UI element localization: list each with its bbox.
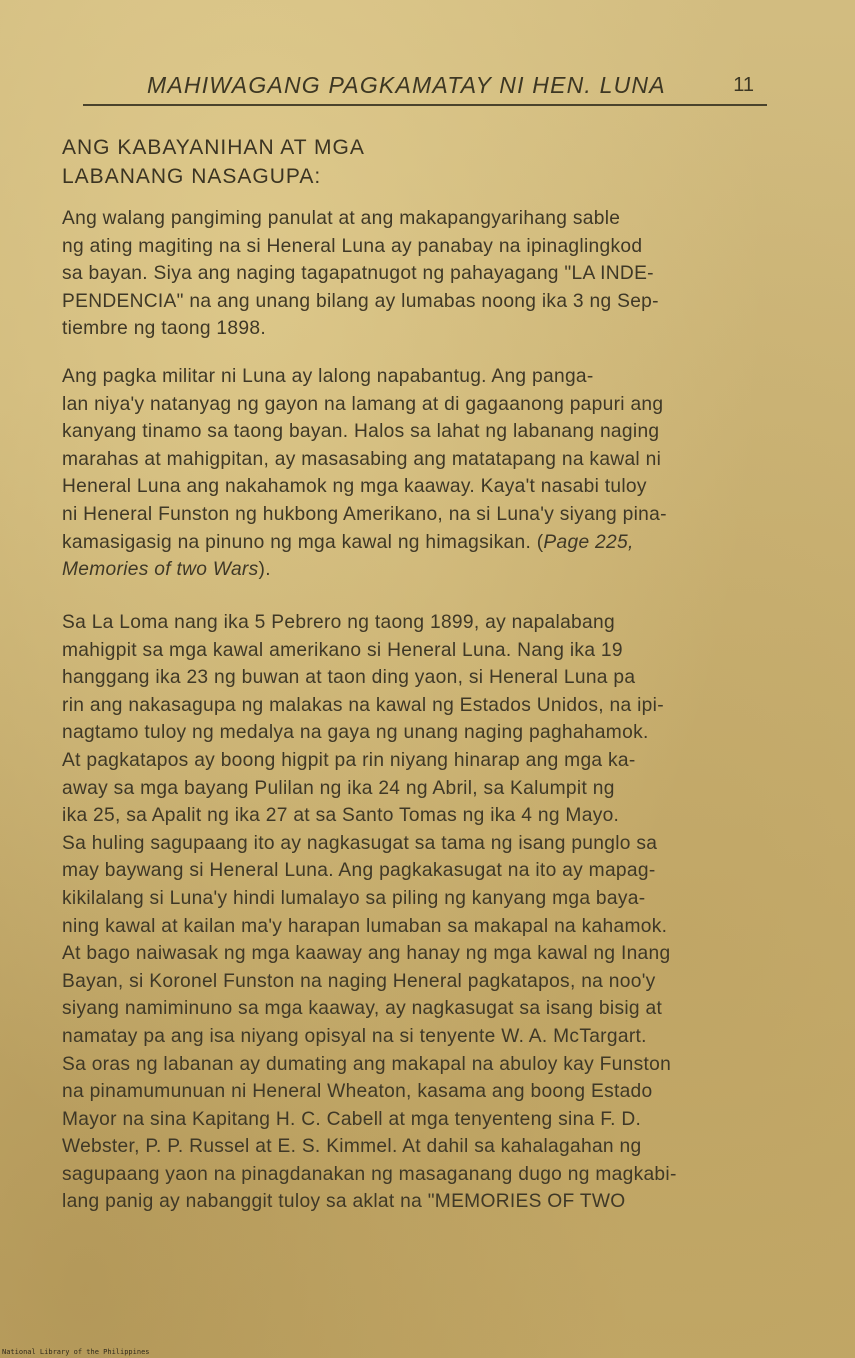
paragraph-1 xyxy=(62,205,762,343)
running-title: MAHIWAGANG PAGKAMATAY NI HEN. LUNA xyxy=(147,72,666,98)
paragraph-3 xyxy=(62,609,762,1216)
section-heading: ANG KABAYANIHAN AT MGA LABANANG NASAGUPA: xyxy=(62,136,365,188)
page-number: 11 xyxy=(733,74,754,96)
library-credit: National Library of the Philippines xyxy=(2,1348,150,1356)
paragraph-2-end: ). xyxy=(258,559,271,581)
header-rule xyxy=(83,104,767,106)
paragraph-3-text: Sa La Loma nang ika 5 Pebrero ng taong 1899, ay napalabang mahigpit sa mga kawal amerikano si Heneral Luna. Nang ika 19 hanggang ika 23 ng buwan at taon ding yaon, si Heneral Luna pa rin ang nakasagupa ng malakas na kawal ng Estados Unidos, na ipi- nagtamo tuloy ng medalya na gaya ng unang naging paghahamok. At pagkatapos ay boong higpit pa rin niyang hinarap ang mga ka- away sa mga bayang Pulilan ng ika 24 ng Abril, sa Kalumpit ng ika 25, sa Apalit ng ika 27 at sa Santo Tomas ng ika 4 ng Mayo. Sa huling sagupaang ito ay nagkasugat sa tama ng isang punglo sa may baywang si Heneral Luna. Ang pagkakasugat na ito ay mapag- kikilalang si Luna'y hindi lumalayo sa piling ng kanyang mga baya- ning kawal at kailan ma'y harapan lumaban sa makapal na kahamok. At bago naiwasak ng mga kaaway ang hanay ng mga kawal ng Inang Bayan, si Koronel Funston na naging Heneral pagkatapos, na noo'y siyang namiminuno sa mga kaaway, ay nagkasugat sa isang bisig at namatay pa ang isa niyang opisyal na si tenyente W. A. McTargart. Sa oras ng labanan ay dumating ang makapal na abuloy kay Funston na pinamumunuan ni Heneral Wheaton, kasama ang boong Estado Mayor na sina Kapitang H. C. Cabell at mga tenyenteng sina F. D. Webster, P. P. Russel at E. S. Kimmel. At dahil sa kahalagahan ng sagupaang yaon na pinagdanakan ng masaganang dugo ng magkabi- lang panig ay nabanggit tuloy sa aklat na "MEMORIES OF TWO xyxy=(62,612,677,1213)
running-header xyxy=(62,66,762,106)
paragraph-2-citation: Page 225, Memories of two Wars xyxy=(62,531,634,581)
paragraph-2 xyxy=(62,363,762,584)
paragraph-2-text xyxy=(62,363,762,584)
paragraph-1-text: Ang walang pangiming panulat at ang makapangyarihang sable ng ating magiting na si Heneral Luna ay panabay na ipinaglingkod sa bayan. Siya ang naging tagapatnugot ng pahayagang "LA INDE- PENDENCIA" na ang unang bilang ay lumabas noong ika 3 ng Sep- tiembre ng taong 1898. xyxy=(62,208,659,340)
paragraph-2-main: Ang pagka militar ni Luna ay lalong napabantug. Ang panga- lan niya'y natanyag ng gayon na lamang at di gagaanong papuri ang kanyang tinamo sa taong bayan. Halos sa lahat ng labanang naging marahas at mahigpitan, ay masasabing ang matatapang na kawal ni Heneral Luna ang nakahamok ng mga kaaway. Kaya't nasabi tuloy ni Heneral Funston ng hukbong Amerikano, na si Luna'y siyang pina- kamasigasig na pinuno ng mga kawal ng himagsikan. ( xyxy=(62,366,667,553)
